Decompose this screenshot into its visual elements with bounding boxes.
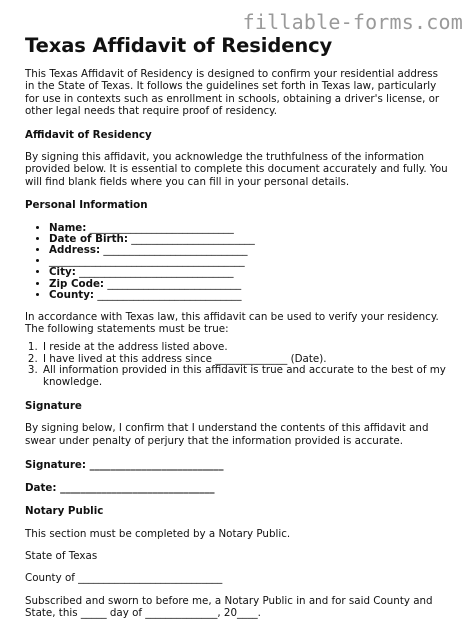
signature-paragraph: By signing below, I confirm that I understand the contents of this affidavit and swear under penalty of perjury that the information provided is accurate. — [25, 422, 429, 447]
field-label: City: — [49, 266, 76, 279]
signature-label: Signature: — [25, 459, 87, 472]
date-blank[interactable]: ______________________________ — [56, 481, 215, 494]
field-blank[interactable]: ____________________________ — [94, 288, 242, 301]
personal-info-fields — [25, 223, 450, 301]
statement-item: 2. I have lived at this address since ______________ (Date). — [41, 354, 450, 366]
signature-blank[interactable]: __________________________ — [86, 459, 224, 472]
field-blank[interactable]: ____________________________ — [100, 244, 248, 257]
page-title: Texas Affidavit of Residency — [25, 34, 333, 57]
affidavit-paragraph: By signing this affidavit, you acknowledge the truthfulness of the information provided below. It is essential to complete this document accurately and fully. You will find blank fields where you can fill in your personal details. — [25, 151, 448, 188]
field-label: Name: — [49, 221, 87, 234]
watermark: fillable-forms.com — [242, 10, 463, 34]
law-paragraph: In accordance with Texas law, this affidavit can be used to verify your residency. The following statements must be true: — [25, 311, 439, 336]
field-label: Zip Code: — [49, 277, 105, 290]
field-label: Address: — [49, 244, 101, 257]
affidavit-heading: Affidavit of Residency — [25, 128, 152, 141]
field-label: Date of Birth: — [49, 232, 128, 245]
date-label: Date: — [25, 481, 57, 494]
field-label: County: — [49, 288, 95, 301]
statements-list — [25, 342, 450, 389]
county-line[interactable]: County of ____________________________ — [25, 572, 223, 585]
state-line: State of Texas — [25, 549, 98, 562]
statement-item: 3. All information provided in this affidavit is true and accurate to the best of my knowledge. — [41, 365, 450, 389]
personal-info-heading: Personal Information — [25, 199, 148, 212]
field-county[interactable] — [49, 290, 450, 301]
field-blank[interactable]: __________________________ — [104, 277, 242, 290]
signature-heading: Signature — [25, 400, 82, 413]
notary-paragraph: This section must be completed by a Notary Public. — [25, 527, 291, 540]
field-blank[interactable]: ________________________ — [127, 232, 255, 245]
statement-item: 1. I reside at the address listed above. — [41, 342, 450, 354]
document-page — [25, 34, 450, 620]
signature-field[interactable] — [25, 459, 450, 471]
field-blank[interactable]: ____________________________ — [86, 221, 234, 234]
notary-heading: Notary Public — [25, 505, 104, 518]
date-field[interactable] — [25, 482, 450, 494]
field-blank[interactable]: ______________________________________ — [49, 255, 245, 268]
field-blank[interactable]: ______________________________ — [75, 266, 234, 279]
sworn-paragraph[interactable]: Subscribed and sworn to before me, a Notary Public in and for said County and State, this _____ day of ______________, 20____. — [25, 594, 433, 620]
intro-paragraph: This Texas Affidavit of Residency is designed to confirm your residential address in the State of Texas. It follows the guidelines set forth in Texas law, particularly for use in contexts such as enrollment in schools, obtaining a driver's license, or other legal needs that require proof of residency. — [25, 68, 440, 118]
